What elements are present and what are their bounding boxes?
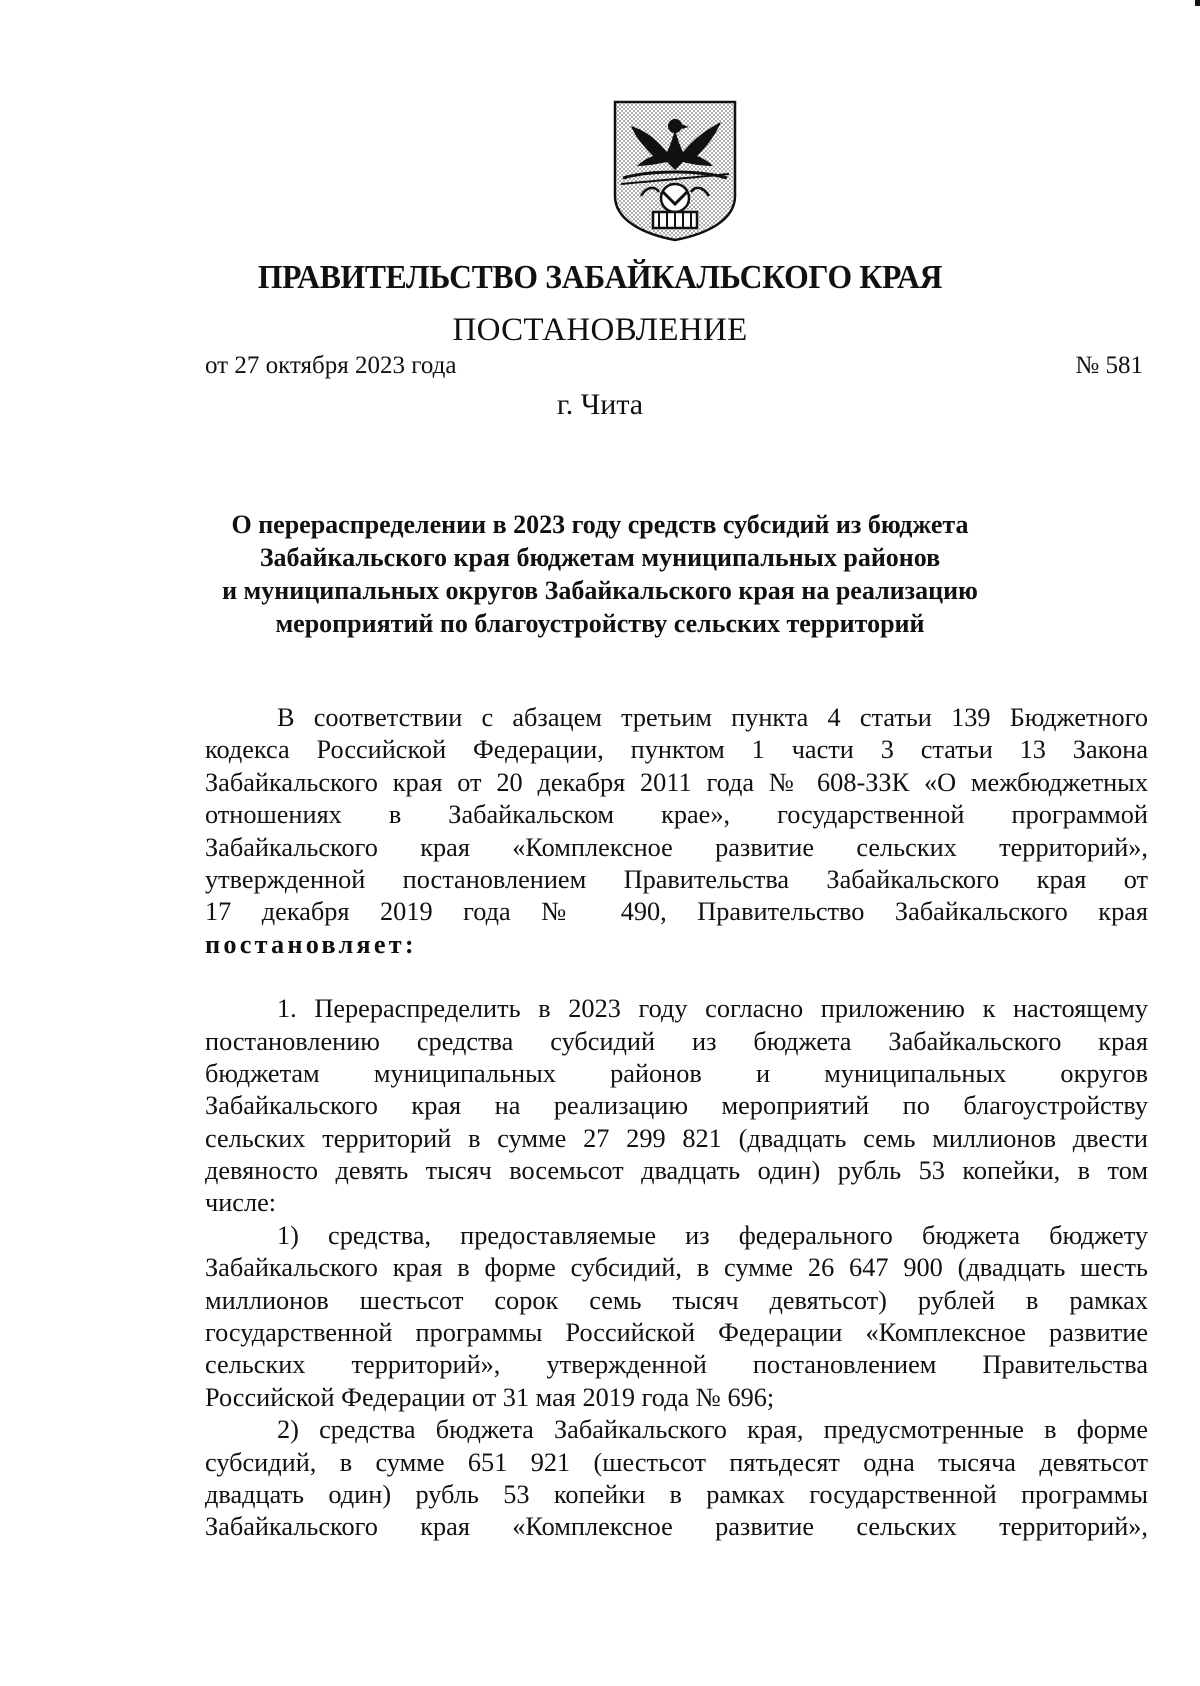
clause-line: 1. Перераспределить в 2023 году согласно приложению к настоящему: [277, 994, 1148, 1024]
clause-line: числе:: [205, 1188, 277, 1218]
clause-line: бюджетам муниципальных районов и муниципальных округов: [205, 1058, 1148, 1088]
preamble-line: Забайкальского края «Комплексное развитие сельских территорий»,: [205, 832, 1148, 862]
item-line: сельских территорий», утвержденной постановлением Правительства: [205, 1350, 1148, 1380]
item-line: Забайкальского края в форме субсидий, в сумме 26 647 900 (двадцать шесть: [205, 1253, 1148, 1283]
item-line: Российской Федерации от 31 мая 2019 года № 696;: [205, 1382, 775, 1412]
subject-line: и муниципальных округов Забайкальского края на реализацию: [222, 576, 978, 605]
item-line: Забайкальского края «Комплексное развитие сельских территорий»,: [205, 1512, 1148, 1542]
item-line: 2) средства бюджета Забайкальского края, предусмотренные в форме: [277, 1415, 1148, 1445]
preamble-line: утвержденной постановлением Правительства Забайкальского края от: [205, 864, 1148, 894]
item-line: миллионов шестьсот сорок семь тысяч девятьсот) рублей в рамках: [205, 1285, 1148, 1315]
document-type: ПОСТАНОВЛЕНИЕ: [452, 312, 748, 348]
clause-line: сельских территорий в сумме 27 299 821 (двадцать семь миллионов двести: [205, 1123, 1148, 1153]
coat-of-arms-emblem-icon: [611, 100, 739, 242]
document-number: № 581: [1075, 352, 1143, 379]
item-line: 1) средства, предоставляемые из федерального бюджета бюджету: [277, 1220, 1148, 1250]
preamble-line: Забайкальского края от 20 декабря 2011 года № 608-ЗЗК «О межбюджетных: [205, 767, 1148, 797]
clause-line: девяносто девять тысяч восемьсот двадцать один) рубль 53 копейки, в том: [205, 1156, 1148, 1186]
scan-edge-mark: [1195, 0, 1200, 6]
item-line: субсидий, в сумме 651 921 (шестьсот пятьдесят одна тысяча девятьсот: [205, 1447, 1148, 1477]
subject-line: Забайкальского края бюджетам муниципальных районов: [259, 543, 941, 572]
government-title: ПРАВИТЕЛЬСТВО ЗАБАЙКАЛЬСКОГО КРАЯ: [257, 259, 943, 296]
item-line: двадцать один) рубль 53 копейки в рамках государственной программы: [205, 1479, 1148, 1509]
subject-line: мероприятий по благоустройству сельских территорий: [275, 609, 925, 638]
subject-line: О перераспределении в 2023 году средств субсидий из бюджета: [231, 510, 969, 539]
document-date: от 27 октября 2023 года: [205, 352, 457, 379]
preamble-line: 17 декабря 2019 года № 490, Правительство Забайкальского края: [205, 897, 1148, 927]
document-city: г. Чита: [556, 388, 644, 421]
preamble-line: В соответствии с абзацем третьим пункта 4 статьи 139 Бюджетного: [277, 703, 1148, 732]
document-subject: [0, 508, 1200, 640]
item-line: государственной программы Российской Федерации «Комплексное развитие: [205, 1318, 1148, 1348]
paragraph-gap: [205, 961, 1148, 993]
preamble-line: отношениях в Забайкальском крае», государственной программой: [205, 800, 1148, 830]
resolves-word: постановляет:: [205, 929, 417, 959]
clause-line: Забайкальского края на реализацию мероприятий по благоустройству: [205, 1091, 1148, 1121]
document-body: [205, 702, 1148, 1544]
clause-line: постановлению средства субсидий из бюджета Забайкальского края: [205, 1026, 1148, 1056]
preamble-line: кодекса Российской Федерации, пунктом 1 части 3 статьи 13 Закона: [205, 735, 1148, 765]
